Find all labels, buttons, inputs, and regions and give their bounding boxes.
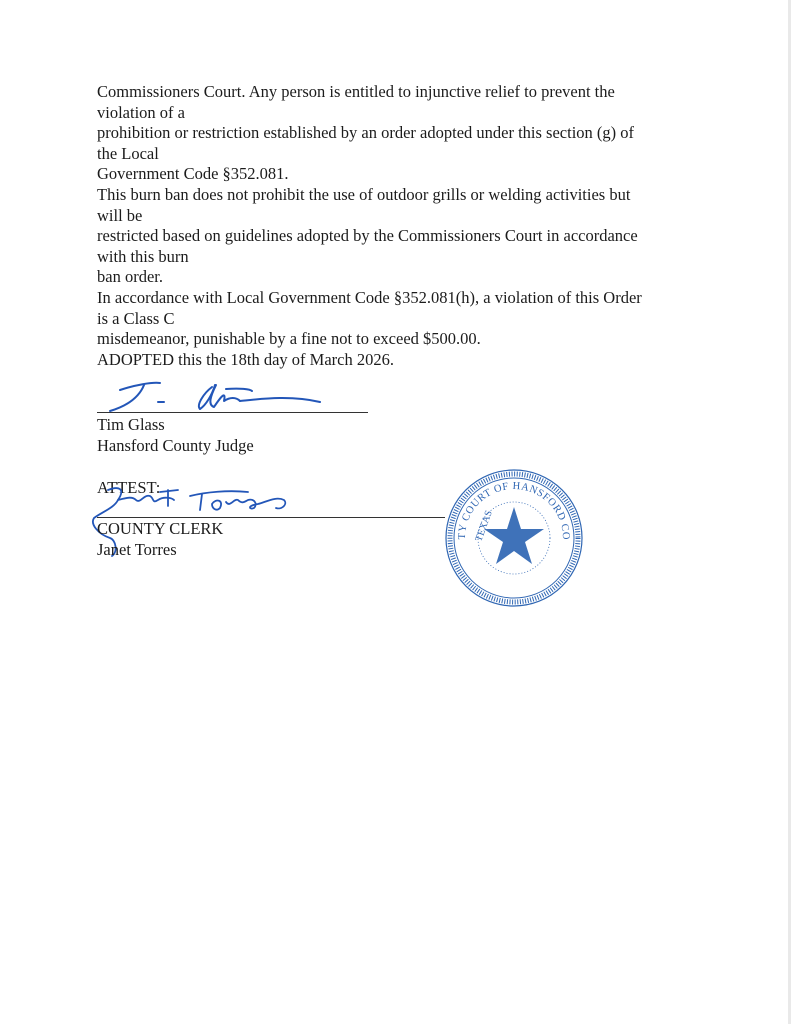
body-line: This burn ban does not prohibit the use of outdoor grills or welding activities but — [97, 184, 631, 204]
judge-name: Tim Glass — [97, 415, 165, 434]
order-body — [97, 82, 697, 370]
body-line: is a Class C — [97, 308, 175, 328]
body-line: misdemeanor, punishable by a fine not to exceed $500.00. — [97, 329, 481, 349]
svg-text:TEXAS: TEXAS — [473, 508, 495, 544]
county-seal — [438, 459, 585, 609]
body-line: Commissioners Court. Any person is entitled to injunctive relief to prevent the — [97, 82, 615, 101]
adopted-line: ADOPTED this the 18th day of March 2026. — [97, 349, 394, 369]
body-line: will be — [97, 205, 143, 225]
body-line: Government Code §352.081. — [97, 164, 289, 184]
clerk-title: COUNTY CLERK — [97, 519, 224, 538]
svg-text:COUNTY COURT OF HANSFORD COUNT: COUNTY COURT OF HANSFORD COUNTY — [438, 459, 572, 541]
body-line: prohibition or restriction established by an order adopted under this section (g) of — [97, 123, 635, 143]
clerk-name: Janet Torres — [97, 540, 177, 559]
body-line: In accordance with Local Government Code §352.081(h), a violation of this Order — [97, 287, 642, 307]
body-line: ban order. — [97, 267, 163, 287]
body-line: with this burn — [97, 246, 189, 266]
judge-title: Hansford County Judge — [97, 436, 254, 455]
attest-label: ATTEST: — [97, 478, 161, 497]
judge-signature-line — [97, 412, 368, 413]
body-line: the Local — [97, 143, 159, 163]
body-line: restricted based on guidelines adopted by the Commissioners Court in accordance — [97, 226, 638, 246]
body-line: violation of a — [97, 102, 185, 122]
